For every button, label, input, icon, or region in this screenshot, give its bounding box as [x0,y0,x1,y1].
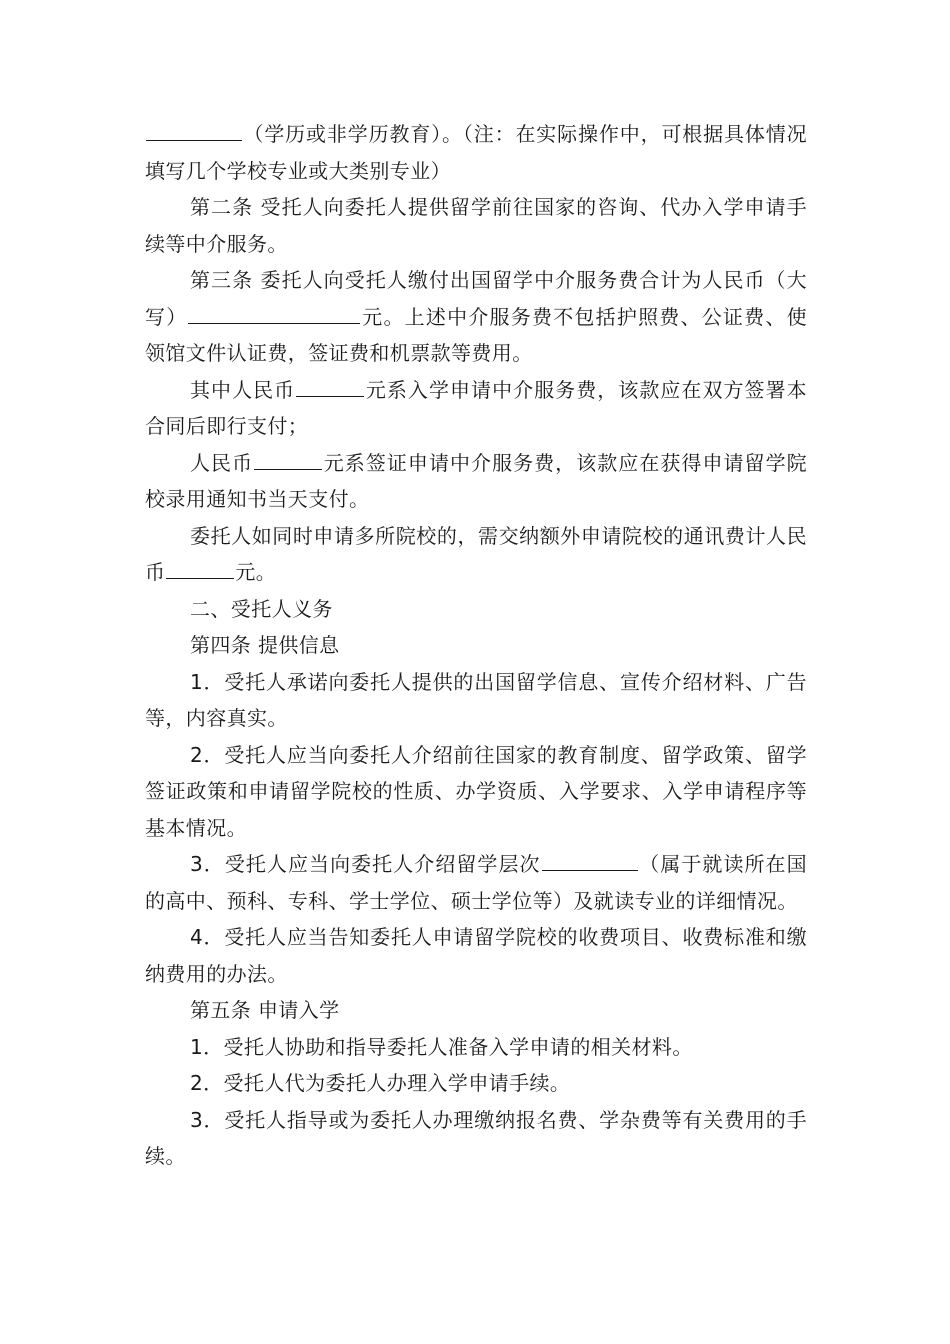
clause-4-4 [145,919,807,992]
paragraph-application-fee [145,372,807,445]
clause-5-1 [145,1029,807,1066]
clause-4-2 [145,737,807,847]
clause-5-2 [145,1065,807,1102]
section-heading-trustee-obligations [145,591,807,628]
paragraph-text: 3．受托人应当向委托人介绍留学层次 [190,852,541,876]
paragraph-text: 第二条 受托人向委托人提供留学前往国家的咨询、代办入学申请手续等中介服务。 [145,195,807,256]
blank-field [542,850,638,871]
paragraph-text: 二、受托人义务 [190,596,333,621]
paragraph-text: 委托人如同时申请多所院校的，需交纳额外申请院校的通讯费计人民币 [145,523,807,584]
paragraph-text: 元系入学申请中介服务费，该款应在双方签署本合同后即行支付； [145,377,808,438]
article-heading-4 [145,627,807,664]
blank-field [166,558,234,579]
paragraph-text: 3．受托人指导或为委托人办理缴纳报名费、学杂费等有关费用的手续。 [145,1107,807,1168]
blank-field [254,449,322,470]
paragraph-article-3 [145,262,807,372]
paragraph-text: 1．受托人协助和指导委托人准备入学申请的相关材料。 [190,1034,693,1059]
paragraph-text: 元系签证申请中介服务费，该款应在获得申请留学院校录用通知书当天支付。 [145,450,808,511]
paragraph-text: 第四条 提供信息 [190,633,340,657]
paragraph-text: 人民币 [190,450,254,475]
paragraph-text: 元。上述中介服务费不包括护照费、公证费、使领馆文件认证费，签证费和机票款等费用。 [145,304,807,365]
paragraph-text: 元。 [235,560,277,584]
paragraph-text: （学历或非学历教育）。（注：在实际操作中，可根据具体情况填写几个学校专业或大类别专业） [145,122,807,183]
contract-page [145,116,807,1175]
article-heading-5 [145,992,807,1029]
paragraph-article-2 [145,189,807,262]
clause-4-3 [145,846,807,919]
paragraph-text: 第五条 申请入学 [190,998,340,1022]
paragraph-text: 1．受托人承诺向委托人提供的出国留学信息、宣传介绍材料、广告等，内容真实。 [145,669,807,730]
clause-4-1 [145,664,807,737]
paragraph-text: 4．受托人应当告知委托人申请留学院校的收费项目、收费标准和缴纳费用的办法。 [145,925,807,986]
blank-field [146,120,242,141]
blank-field [188,303,360,324]
paragraph-text: 其中人民币 [190,377,296,402]
clause-5-3 [145,1102,807,1175]
paragraph-text: 2．受托人代为委托人办理入学申请手续。 [190,1071,571,1095]
paragraph-visa-fee [145,445,807,518]
blank-field [296,376,364,397]
paragraph-text: 第三条 委托人向受托人缴付出国留学中介服务费合计为人民币（大写） [145,268,807,329]
paragraph-text: 2．受托人应当向委托人介绍前往国家的教育制度、留学政策、留学签证政策和申请留学院校的性质、办学资质、入学要求、入学申请程序等基本情况。 [145,742,807,840]
paragraph-text: （属于就读所在国的高中、预科、专科、学士学位、硕士学位等）及就读专业的详细情况。 [145,852,807,913]
paragraph-education-type [145,116,807,189]
paragraph-extra-fee [145,518,807,591]
